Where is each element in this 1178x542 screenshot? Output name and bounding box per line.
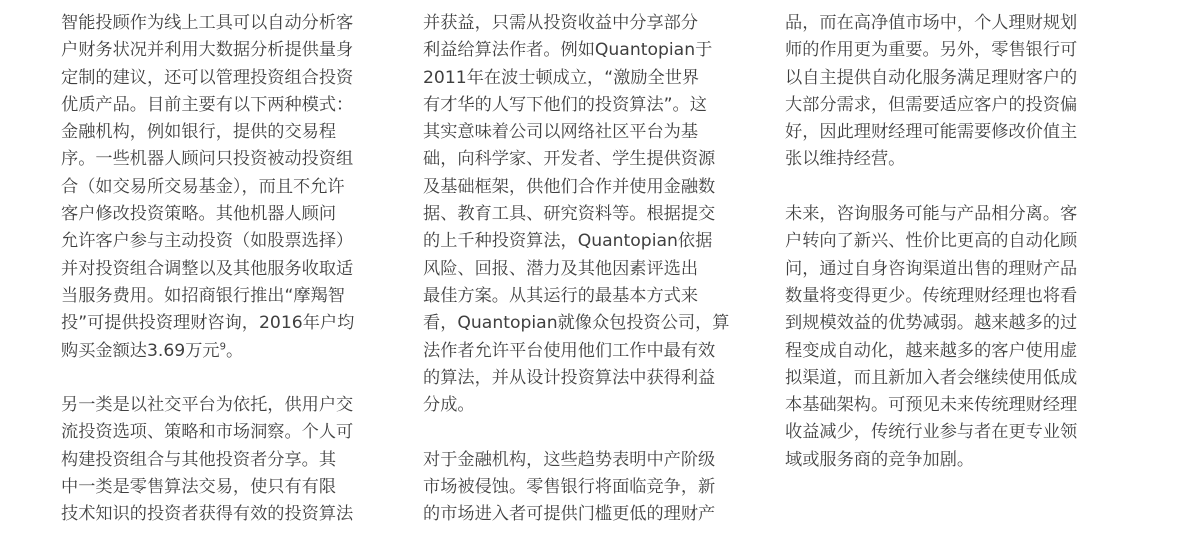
text-line: 据、教育工具、研究资料等。根据提交 [423, 204, 716, 225]
text-line-with-footnote [61, 338, 396, 365]
text-line: 市场被侵蚀。零售银行将面临竞争，新 [423, 477, 716, 498]
footnote-marker: 9 [219, 340, 226, 352]
text-line: 法作者允许平台使用他们工作中最有效 [423, 340, 716, 361]
paragraph [423, 10, 758, 419]
text-line: 有才华的人写下他们的投资算法”。这 [423, 94, 707, 115]
text-line: 智能投顾作为线上工具可以自动分析客 [61, 13, 354, 33]
text-line: 收益减少，传统行业参与者在更专业领 [785, 422, 1078, 443]
text-line: 以自主提供自动化服务满足理财客户的 [785, 67, 1078, 88]
text-line: 构建投资组合与其他投资者分享。其 [61, 449, 337, 470]
text-line: 及基础框架，供他们合作并使用金融数 [423, 176, 716, 197]
text-line: 的算法，并从设计投资算法中获得利益 [423, 367, 716, 388]
text-line: 允许客户参与主动投资（如股票选择） [61, 231, 354, 252]
text-column-2 [423, 10, 758, 529]
text-line: 张以维持经营。 [785, 149, 906, 170]
text-line: 好，因此理财经理可能需要修改价值主 [785, 122, 1078, 143]
text-line: 序。一些机器人顾问只投资被动投资组 [61, 149, 354, 170]
text-line: 客户修改投资策略。其他机器人顾问 [61, 204, 337, 225]
text-fragment: 。 [225, 340, 244, 361]
text-line: 户财务状况并利用大数据分析提供量身 [61, 40, 354, 61]
text-line: 程变成自动化，越来越多的客户使用虚 [785, 340, 1078, 361]
paragraph-gap [423, 419, 758, 446]
text-line: 优质产品。目前主要有以下两种模式： [61, 94, 354, 115]
text-line: 当服务费用。如招商银行推出“摩羯智 [61, 285, 345, 306]
text-line: 数量将变得更少。传统理财经理也将看 [785, 285, 1078, 306]
text-line: 利益给算法作者。例如Quantopian于 [423, 40, 713, 61]
text-line: 大部分需求，但需要适应客户的投资偏 [785, 94, 1078, 115]
text-line: 定制的建议，还可以管理投资组合投资 [61, 67, 354, 88]
text-line: 风险、回报、潜力及其他因素评选出 [423, 258, 699, 279]
text-column-3 [785, 10, 1120, 474]
paragraph [785, 10, 1120, 174]
text-line: 并获益，只需从投资收益中分享部分 [423, 13, 699, 33]
text-line: 对于金融机构，这些趋势表明中产阶级 [423, 449, 716, 470]
text-column-1 [61, 10, 396, 529]
text-line: 中一类是零售算法交易，使只有有限 [61, 477, 337, 498]
text-line: 其实意味着公司以网络社区平台为基 [423, 122, 699, 143]
text-line: 合（如交易所交易基金），而且不允许 [61, 176, 345, 197]
text-line: 品，而在高净值市场中，个人理财规划 [785, 13, 1078, 33]
text-line: 的市场进入者可提供门槛更低的理财产 [423, 504, 716, 525]
text-line: 本基础架构。可预见未来传统理财经理 [785, 395, 1078, 416]
text-line: 分成。 [423, 395, 475, 416]
paragraph [785, 201, 1120, 474]
paragraph [61, 10, 396, 365]
text-line: 户转向了新兴、性价比更高的自动化顾 [785, 231, 1078, 252]
paragraph-gap [61, 365, 396, 392]
paragraph-gap [785, 174, 1120, 201]
text-line: 投”可提供投资理财咨询，2016年户均 [61, 313, 355, 334]
text-line: 到规模效益的优势减弱。越来越多的过 [785, 313, 1078, 334]
text-line: 域或服务商的竞争加剧。 [785, 449, 975, 470]
text-line: 并对投资组合调整以及其他服务收取适 [61, 258, 354, 279]
text-line: 问，通过自身咨询渠道出售的理财产品 [785, 258, 1078, 279]
paragraph [61, 392, 396, 528]
text-line: 师的作用更为重要。另外，零售银行可 [785, 40, 1078, 61]
text-line: 最佳方案。从其运行的最基本方式来 [423, 285, 699, 306]
text-line: 的上千种投资算法，Quantopian依据 [423, 231, 713, 252]
text-line: 拟渠道，而且新加入者会继续使用低成 [785, 367, 1078, 388]
text-line: 另一类是以社交平台为依托，供用户交 [61, 395, 354, 416]
text-line: 础，向科学家、开发者、学生提供资源 [423, 149, 716, 170]
text-line: 2011年在波士顿成立，“激励全世界 [423, 67, 700, 88]
text-line: 看，Quantopian就像众包投资公司，算 [423, 313, 730, 334]
text-line: 技术知识的投资者获得有效的投资算法 [61, 504, 354, 525]
text-line: 金融机构，例如银行，提供的交易程 [61, 122, 337, 143]
paragraph [423, 447, 758, 529]
text-fragment: 购买金额达3.69万元 [61, 340, 220, 361]
text-line: 流投资选项、策略和市场洞察。个人可 [61, 422, 354, 443]
text-line: 未来，咨询服务可能与产品相分离。客 [785, 204, 1078, 225]
